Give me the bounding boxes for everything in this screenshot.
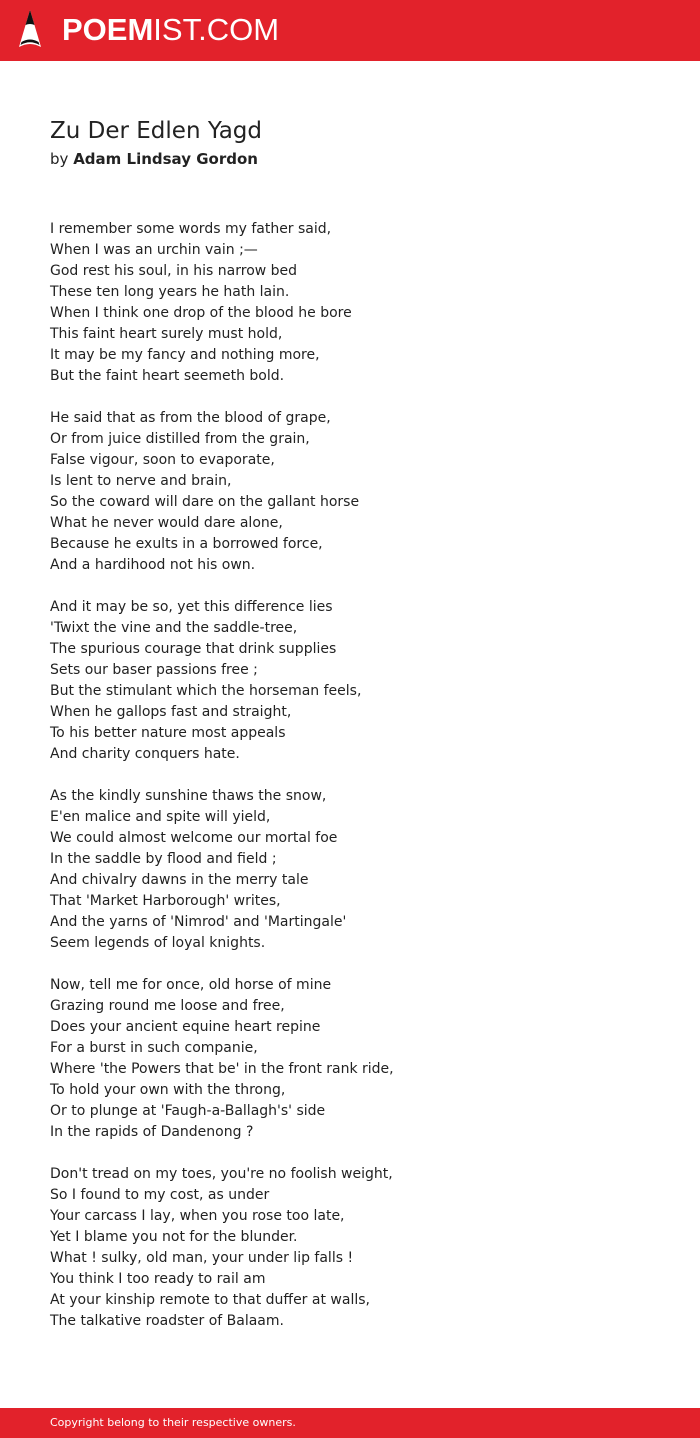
poem-line: What ! sulky, old man, your under lip falls ! <box>50 1250 354 1266</box>
site-logo[interactable] <box>62 11 279 49</box>
poem-line: To his better nature most appeals <box>50 725 286 741</box>
poem-stanza <box>50 1164 650 1332</box>
poem-line: So I found to my cost, as under <box>50 1187 270 1203</box>
site-header <box>0 0 700 61</box>
poem-stanza <box>50 597 650 765</box>
poem-stanza <box>50 975 650 1143</box>
poem-line: The spurious courage that drink supplies <box>50 641 337 657</box>
poem-line: To hold your own with the throng, <box>50 1082 286 1098</box>
poem-line: Or to plunge at 'Faugh-a-Ballagh's' side <box>50 1103 326 1119</box>
poem-line: Seem legends of loyal knights. <box>50 935 266 951</box>
poem-line: 'Twixt the vine and the saddle-tree, <box>50 620 298 636</box>
poem-body <box>50 219 650 1353</box>
poem-line: And the yarns of 'Nimrod' and 'Martingale' <box>50 914 347 930</box>
poem-line: Your carcass I lay, when you rose too late, <box>50 1208 345 1224</box>
poem-line: As the kindly sunshine thaws the snow, <box>50 788 327 804</box>
poem-line: Yet I blame you not for the blunder. <box>50 1229 298 1245</box>
poem-line: These ten long years he hath lain. <box>50 284 290 300</box>
pencil-tip-icon[interactable] <box>17 9 43 51</box>
poem-line: Because he exults in a borrowed force, <box>50 536 323 552</box>
poem-line: At your kinship remote to that duffer at walls, <box>50 1292 370 1308</box>
poem-line: Now, tell me for once, old horse of mine <box>50 977 332 993</box>
copyright-notice: Copyright belong to their respective owners. <box>50 1416 296 1429</box>
poem-line: What he never would dare alone, <box>50 515 283 531</box>
poem-line: That 'Market Harborough' writes, <box>50 893 281 909</box>
poem-stanza <box>50 408 650 576</box>
poem-line: Sets our baser passions free ; <box>50 662 258 678</box>
poem-line: God rest his soul, in his narrow bed <box>50 263 298 279</box>
logo-text-bold: POEM <box>62 12 154 47</box>
poem-author: Adam Lindsay Gordon <box>73 150 258 168</box>
logo-text-light: IST.COM <box>153 12 280 47</box>
poem-line: But the stimulant which the horseman feels, <box>50 683 362 699</box>
poem-line: So the coward will dare on the gallant horse <box>50 494 360 510</box>
poem-line: Where 'the Powers that be' in the front rank ride, <box>50 1061 394 1077</box>
poem-line: False vigour, soon to evaporate, <box>50 452 275 468</box>
site-footer <box>0 1408 700 1438</box>
poem-line: And it may be so, yet this difference lies <box>50 599 333 615</box>
poem-byline <box>50 149 258 169</box>
poem-line: For a burst in such companie, <box>50 1040 258 1056</box>
poem-stanza <box>50 219 650 387</box>
poem-line: Grazing round me loose and free, <box>50 998 285 1014</box>
poem-line: But the faint heart seemeth bold. <box>50 368 285 384</box>
poem-line: This faint heart surely must hold, <box>50 326 283 342</box>
poem-line: When I think one drop of the blood he bore <box>50 305 352 321</box>
poem-line: Don't tread on my toes, you're no foolish weight, <box>50 1166 393 1182</box>
poem-line: Or from juice distilled from the grain, <box>50 431 310 447</box>
poem-line: And a hardihood not his own. <box>50 557 256 573</box>
byline-prefix: by <box>50 150 69 168</box>
poem-line: And charity conquers hate. <box>50 746 240 762</box>
poem-title: Zu Der Edlen Yagd <box>50 118 263 144</box>
poem-line: When I was an urchin vain ;— <box>50 242 258 258</box>
poem-line: And chivalry dawns in the merry tale <box>50 872 309 888</box>
poem-line: I remember some words my father said, <box>50 221 332 237</box>
poem-line: He said that as from the blood of grape, <box>50 410 331 426</box>
poem-line: You think I too ready to rail am <box>50 1271 266 1287</box>
poem-line: When he gallops fast and straight, <box>50 704 292 720</box>
poem-line: Is lent to nerve and brain, <box>50 473 232 489</box>
poem-stanza <box>50 786 650 954</box>
poem-line: In the rapids of Dandenong ? <box>50 1124 254 1140</box>
poem-line: It may be my fancy and nothing more, <box>50 347 320 363</box>
poem-line: Does your ancient equine heart repine <box>50 1019 321 1035</box>
poem-line: E'en malice and spite will yield, <box>50 809 271 825</box>
poem-line: The talkative roadster of Balaam. <box>50 1313 284 1329</box>
poem-line: We could almost welcome our mortal foe <box>50 830 338 846</box>
poem-line: In the saddle by flood and field ; <box>50 851 277 867</box>
